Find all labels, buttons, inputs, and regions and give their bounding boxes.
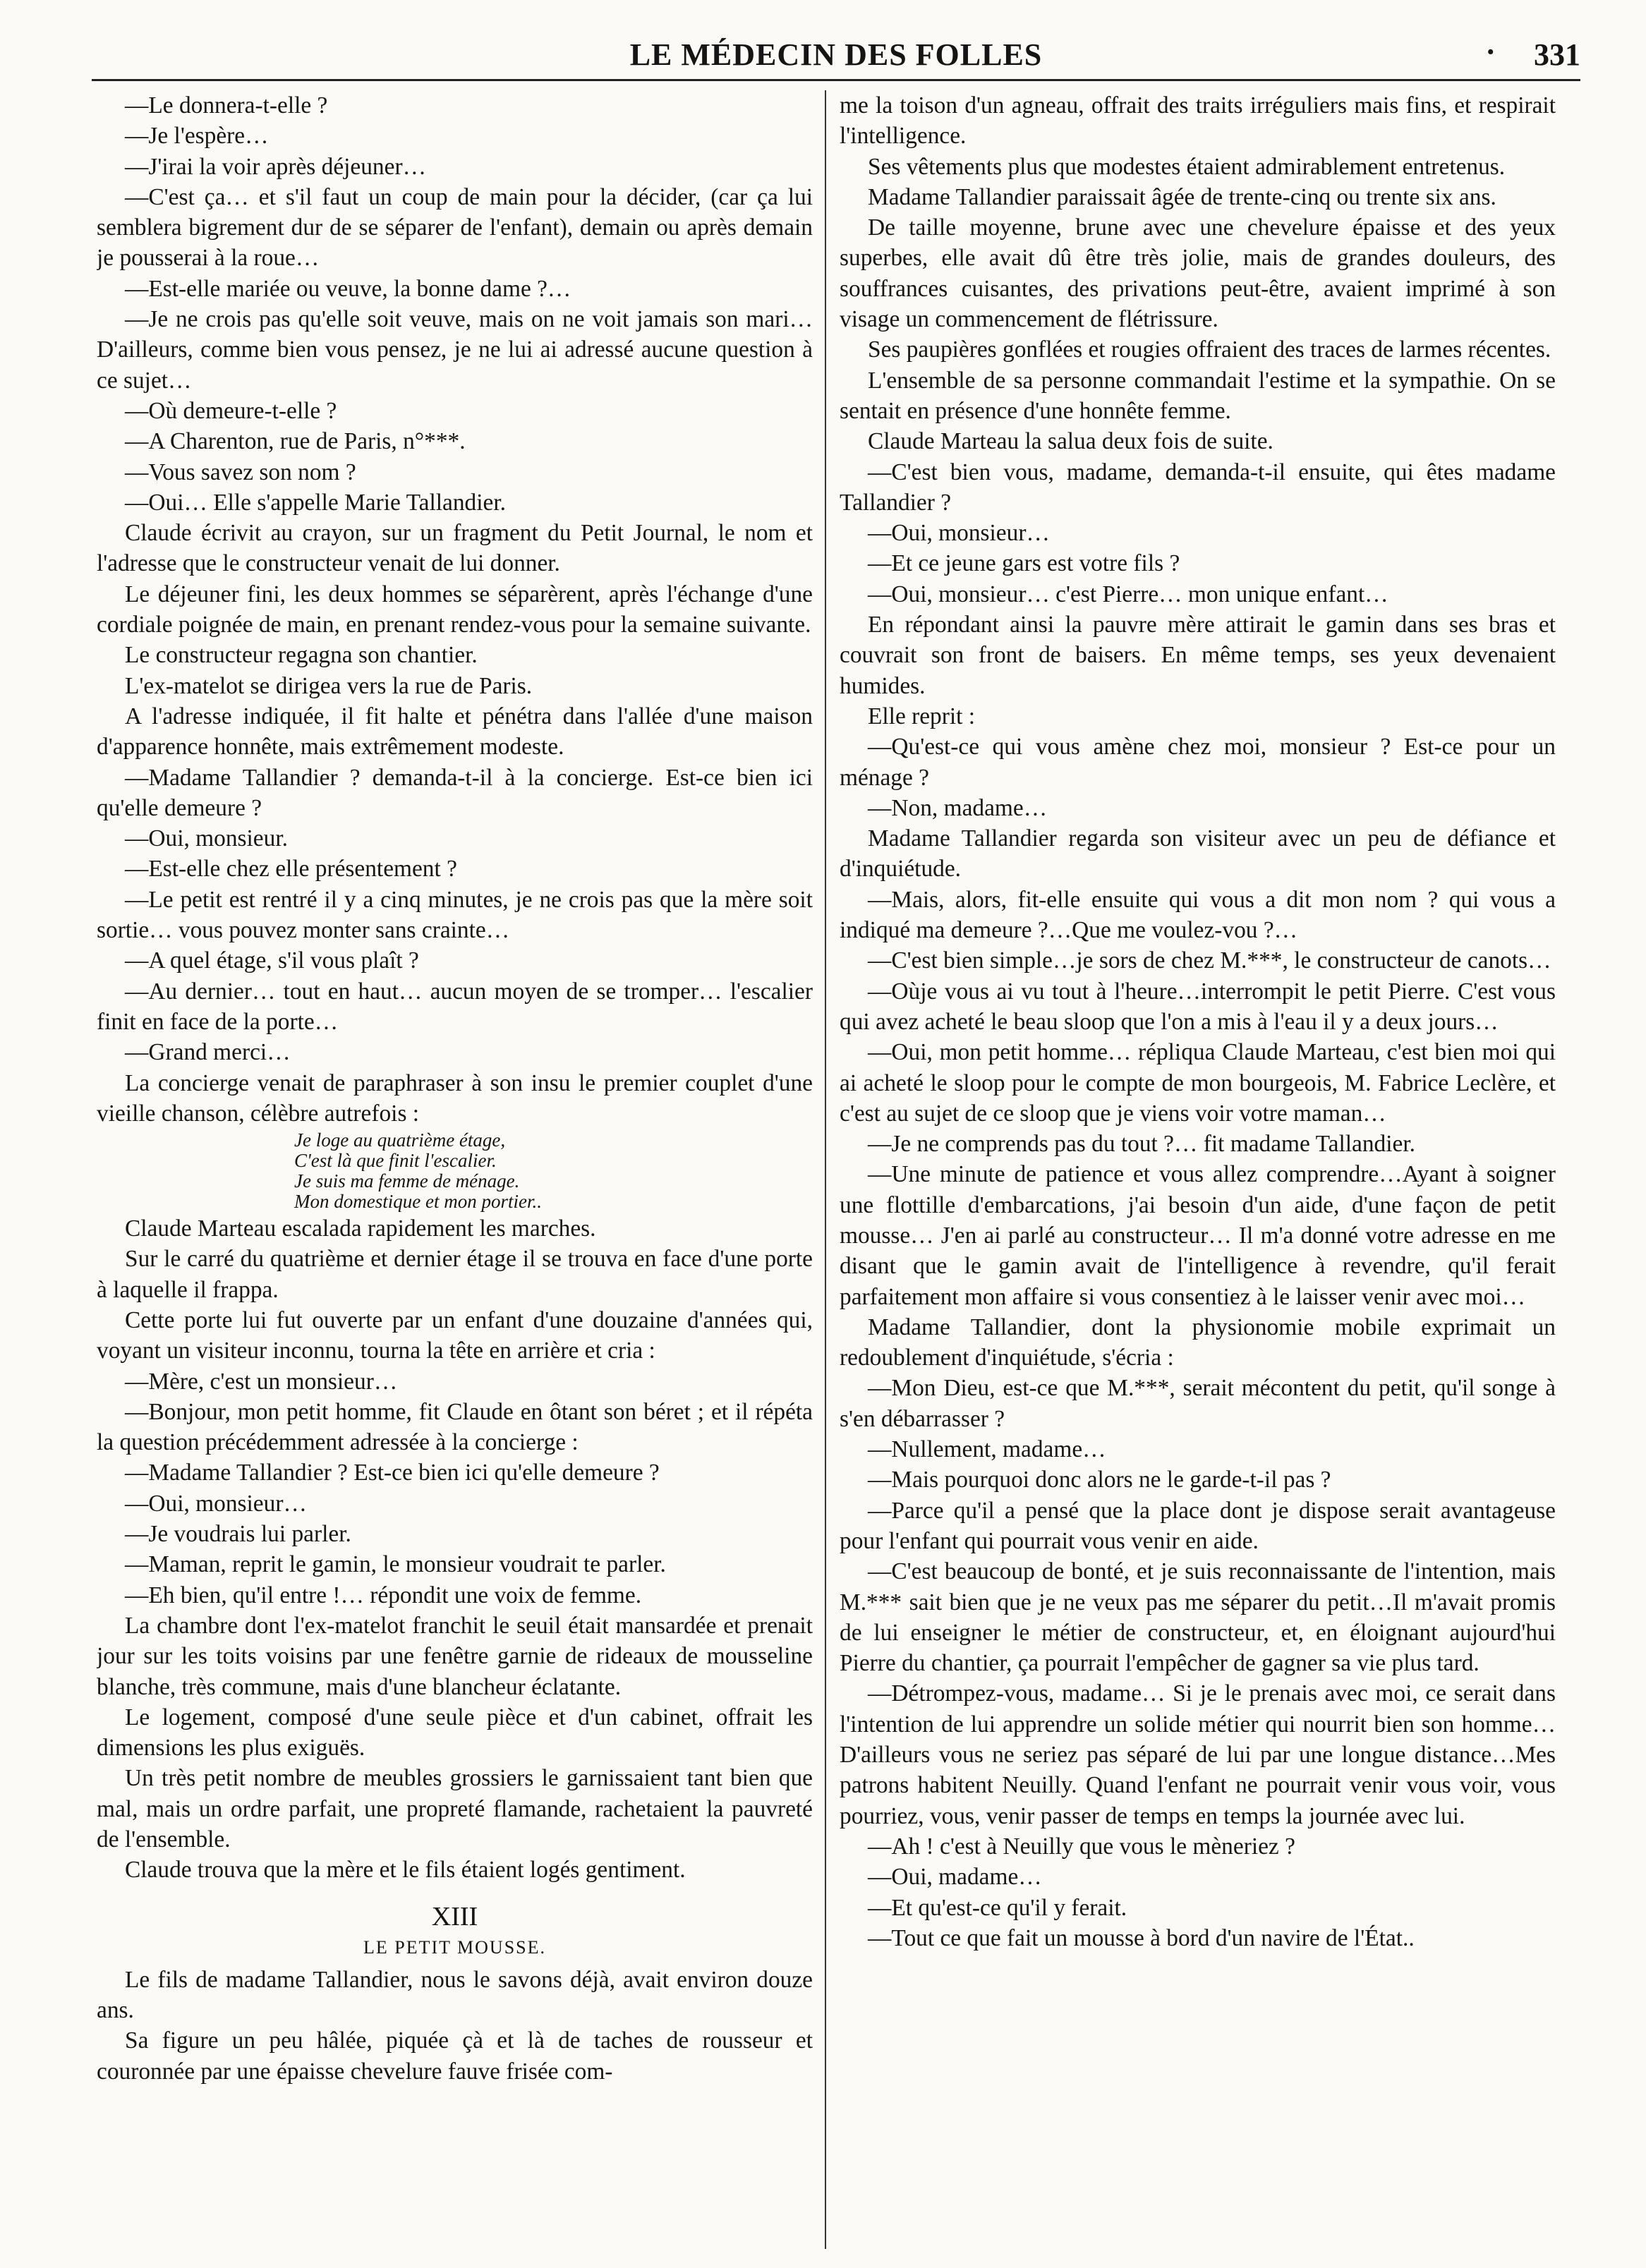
paragraph: —Je voudrais lui parler. [125, 1521, 351, 1548]
paragraph: De taille moyenne, brune avec une chevelure épaisse et des yeux superbes, elle avait dû être très jolie, mais de grandes douleurs, des souffrances cuisantes, des privations peut-être, avaient imprimé à son visage un commencement de flétrissure. [840, 214, 1556, 333]
poem-line: Je suis ma femme de ménage. [294, 1170, 520, 1192]
paragraph: —Ah ! c'est à Neuilly que vous le mèneriez ? [868, 1833, 1295, 1860]
poem-line: Mon domestique et mon portier.. [294, 1191, 542, 1213]
right-column [840, 90, 1556, 2242]
paragraph: —Oui… Elle s'appelle Marie Tallandier. [125, 489, 506, 516]
paragraph: A l'adresse indiquée, il fit halte et pénétra dans l'allée d'une maison d'apparence honnête, mais extrêmement modeste. [97, 703, 813, 760]
column-divider [825, 90, 826, 2249]
paragraph: me la toison d'un agneau, offrait des traits irréguliers mais fins, et respirait l'intelligence. [840, 92, 1556, 150]
paragraph: —Mon Dieu, est-ce que M.***, serait mécontent du petit, qu'il songe à s'en débarrasser ? [840, 1375, 1556, 1432]
paragraph: Un très petit nombre de meubles grossiers le garnissaient tant bien que mal, mais un ordre parfait, une propreté flamande, rachetaient la pauvreté de l'ensemble. [97, 1765, 813, 1853]
paragraph: Madame Tallandier regarda son visiteur avec un peu de défiance et d'inquiétude. [840, 825, 1556, 883]
paragraph: —Je ne comprends pas du tout ?… fit madame Tallandier. [868, 1131, 1415, 1158]
paragraph: —Vous savez son nom ? [125, 459, 356, 485]
header-dot: · [1485, 35, 1496, 69]
paragraph: Sur le carré du quatrième et dernier étage il se trouva en face d'une porte à laquelle il frappa. [97, 1246, 813, 1303]
paragraph: Claude Marteau escalada rapidement les marches. [125, 1215, 596, 1242]
chapter-title: LE PETIT MOUSSE. [363, 1936, 547, 1958]
poem-quote [294, 1130, 813, 1212]
paragraph: —Maman, reprit le gamin, le monsieur voudrait te parler. [125, 1551, 666, 1578]
paragraph: —Oui, monsieur… [868, 520, 1050, 547]
paragraph: Le logement, composé d'une seule pièce et d'un cabinet, offrait les dimensions les plus exiguës. [97, 1704, 813, 1761]
paragraph: —Et ce jeune gars est votre fils ? [868, 550, 1180, 577]
poem-line: Je loge au quatrième étage, [294, 1129, 506, 1151]
paragraph: Claude Marteau la salua deux fois de suite. [868, 428, 1273, 455]
paragraph: —A Charenton, rue de Paris, n°***. [125, 428, 466, 455]
paragraph: —Je ne crois pas qu'elle soit veuve, mais on ne voit jamais son mari… D'ailleurs, comme bien vous pensez, je ne lui ai adressé aucune question à ce sujet… [97, 306, 813, 394]
page-header [92, 34, 1580, 81]
paragraph: Madame Tallandier paraissait âgée de trente-cinq ou trente six ans. [868, 183, 1496, 210]
paragraph: Le constructeur regagna son chantier. [125, 642, 478, 669]
left-column [97, 90, 813, 2242]
page-number: 331 [1534, 37, 1580, 72]
paragraph: La chambre dont l'ex-matelot franchit le seuil était mansardée et prenait jour sur les toits voisins par une fenêtre garnie de rideaux de mousseline blanche, très commune, mais d'une blancheur éclatante. [97, 1612, 813, 1700]
paragraph: —Mais, alors, fit-elle ensuite qui vous a dit mon nom ? qui vous a indiqué ma demeure ?…Que me voulez-vou ?… [840, 886, 1556, 944]
paragraph: —Qu'est-ce qui vous amène chez moi, monsieur ? Est-ce pour un ménage ? [840, 734, 1556, 791]
paragraph: Sa figure un peu hâlée, piquée çà et là de taches de rousseur et couronnée par une épaisse chevelure fauve frisée com- [97, 2027, 813, 2085]
paragraph: —Nullement, madame… [868, 1436, 1106, 1463]
paragraph: Claude trouva que la mère et le fils étaient logés gentiment. [125, 1857, 686, 1884]
paragraph: —A quel étage, s'il vous plaît ? [125, 947, 419, 974]
paragraph: Elle reprit : [868, 703, 976, 729]
right-paragraphs [840, 90, 1556, 1953]
paragraph: —Je l'espère… [125, 123, 269, 150]
paragraph: —Bonjour, mon petit homme, fit Claude en ôtant son béret ; et il répéta la question précédemment adressée à la concierge : [97, 1398, 813, 1456]
paragraph: —Oui, monsieur… [125, 1490, 307, 1517]
paragraph: —Une minute de patience et vous allez comprendre…Ayant à soigner une flottille d'embarcations, j'ai besoin d'un aide, d'une façon de petit mousse… J'en ai parlé au constructeur… Il m'a donné votre adresse en me disant que le gamin avait de l'intelligence à revendre, qu'il ferait parfaitement mon affaire si vous consentiez à le laisser venir avec moi… [840, 1161, 1556, 1310]
paragraph: —Est-elle chez elle présentement ? [125, 856, 457, 883]
paragraph: —Oui, monsieur. [125, 825, 288, 852]
paragraph: —Mais pourquoi donc alors ne le garde-t-il pas ? [868, 1467, 1331, 1493]
chapter-number: XIII [431, 1901, 478, 1932]
paragraph: —Est-elle mariée ou veuve, la bonne dame ?… [125, 275, 571, 302]
paragraph: L'ex-matelot se dirigea vers la rue de Paris. [125, 672, 533, 699]
left-paragraphs-bottom [97, 1965, 813, 2087]
paragraph: Claude écrivit au crayon, sur un fragment du Petit Journal, le nom et l'adresse que le constructeur venait de lui donner. [97, 520, 813, 577]
left-paragraphs-top [97, 90, 813, 1129]
paragraph: Le déjeuner fini, les deux hommes se séparèrent, après l'échange d'une cordiale poignée de main, en prenant rendez-vous pour la semaine suivante. [97, 581, 813, 638]
paragraph: L'ensemble de sa personne commandait l'estime et la sympathie. On se sentait en présence d'une honnête femme. [840, 367, 1556, 424]
paragraph: —C'est bien vous, madame, demanda-t-il ensuite, qui êtes madame Tallandier ? [840, 459, 1556, 516]
paragraph: Ses vêtements plus que modestes étaient admirablement entretenus. [868, 153, 1506, 180]
paragraph: —Le donnera-t-elle ? [125, 92, 328, 119]
paragraph: —Où demeure-t-elle ? [125, 397, 337, 424]
poem-line: C'est là que finit l'escalier. [294, 1150, 497, 1172]
paragraph: —Grand merci… [125, 1039, 291, 1066]
running-title: LE MÉDECIN DES FOLLES [629, 37, 1043, 72]
left-paragraphs-middle [97, 1213, 813, 1886]
paragraph: —Tout ce que fait un mousse à bord d'un navire de l'État.. [868, 1924, 1415, 1951]
paragraph: Ses paupières gonflées et rougies offraient des traces de larmes récentes. [868, 336, 1551, 363]
paragraph: —Au dernier… tout en haut… aucun moyen de se tromper… l'escalier finit en face de la porte… [97, 978, 813, 1035]
paragraph: —Mère, c'est un monsieur… [125, 1368, 398, 1395]
paragraph: —Eh bien, qu'il entre !… répondit une voix de femme. [125, 1582, 642, 1608]
paragraph: —J'irai la voir après déjeuner… [125, 153, 426, 180]
paragraph: —C'est beaucoup de bonté, et je suis reconnaissante de l'intention, mais M.*** sait bien que je ne veux pas me séparer du petit…Il m'avait promis de lui enseigner le métier de constructeur, et, en éloignant aujourd'hui Pierre du chantier, ça pourrait l'empêcher de gagner sa vie plus tard. [840, 1558, 1556, 1677]
paragraph: Madame Tallandier, dont la physionomie mobile exprimait un redoublement d'inquiétude, s'écria : [840, 1314, 1556, 1371]
paragraph: —Le petit est rentré il y a cinq minutes, je ne crois pas que la mère soit sortie… vous pouvez monter sans crainte… [97, 886, 813, 944]
paragraph: En répondant ainsi la pauvre mère attirait le gamin dans ses bras et couvrait son front de baisers. En même temps, ses yeux devenaient humides. [840, 612, 1556, 699]
paragraph: —Oui, monsieur… c'est Pierre… mon unique enfant… [868, 581, 1388, 607]
paragraph: —C'est bien simple…je sors de chez M.***, le constructeur de canots… [868, 947, 1551, 974]
paragraph: —Madame Tallandier ? Est-ce bien ici qu'elle demeure ? [125, 1460, 660, 1486]
paragraph: —Et qu'est-ce qu'il y ferait. [868, 1894, 1127, 1921]
paragraph: —Détrompez-vous, madame… Si je le prenais avec moi, ce serait dans l'intention de lui apprendre un solide métier qui nourrit bien son homme… D'ailleurs vous ne seriez pas séparé de lui par une longue distance…Mes patrons habitent Neuilly. Quand l'enfant ne pourrait venir vous voir, vous pourriez, vous, venir passer de temps en temps la journée avec lui. [840, 1680, 1556, 1829]
paragraph: —C'est ça… et s'il faut un coup de main pour la décider, (car ça lui semblera bigrement dur de se séparer de l'enfant), demain ou après demain je pousserai à la roue… [97, 183, 813, 272]
paragraph: Le fils de madame Tallandier, nous le savons déjà, avait environ douze ans. [97, 1966, 813, 2023]
paragraph: —Oui, mon petit homme… répliqua Claude Marteau, c'est bien moi qui ai acheté le sloop pour le compte de mon bourgeois, M. Fabrice Leclère, et c'est au sujet de ce sloop que je viens voir votre maman… [840, 1039, 1556, 1127]
paragraph: —Madame Tallandier ? demanda-t-il à la concierge. Est-ce bien ici qu'elle demeure ? [97, 764, 813, 821]
paragraph: —Non, madame… [868, 794, 1048, 821]
paragraph: —Oui, madame… [868, 1864, 1042, 1891]
paragraph: —Oùje vous ai vu tout à l'heure…interrompit le petit Pierre. C'est vous qui avez acheté le beau sloop que l'on a mis à l'eau il y a deux jours… [840, 978, 1556, 1035]
paragraph: La concierge venait de paraphraser à son insu le premier couplet d'une vieille chanson, célèbre autrefois : [97, 1069, 813, 1127]
paragraph: Cette porte lui fut ouverte par un enfant d'une douzaine d'années qui, voyant un visiteur inconnu, tourna la tête en arrière et cria : [97, 1306, 813, 1364]
paragraph: —Parce qu'il a pensé que la place dont je dispose serait avantageuse pour l'enfant qui pourrait vous venir en aide. [840, 1497, 1556, 1554]
